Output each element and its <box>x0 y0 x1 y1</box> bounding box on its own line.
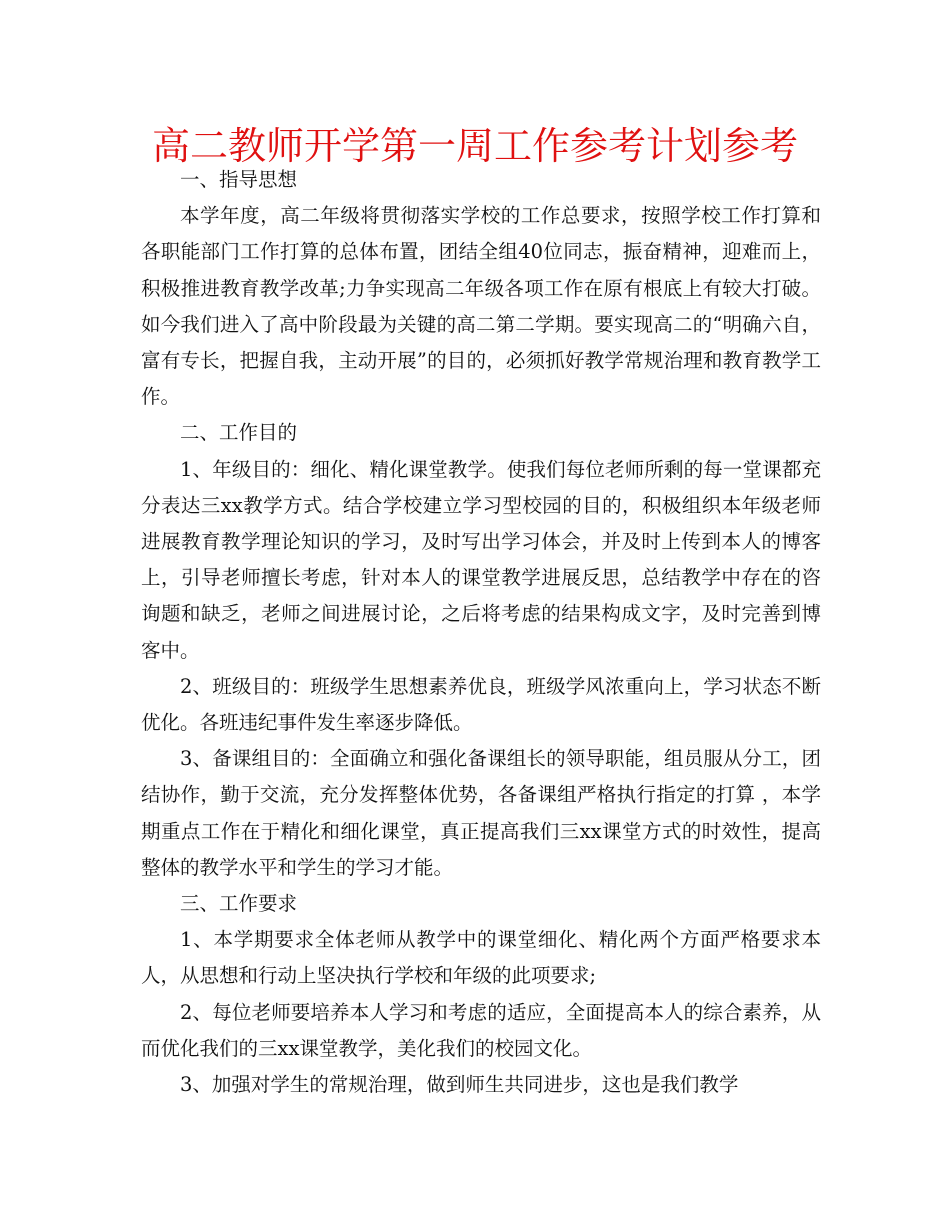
heading-work-goals: 二、工作目的 <box>180 421 298 445</box>
paragraph: 3、加强对学生的常规治理，做到师生共同进步，这也是我们教学 <box>180 1073 739 1097</box>
heading-guiding-ideology: 一、指导思想 <box>180 168 298 191</box>
paragraph: 2、班级目的：班级学生思想素养优良，班级学风浓重向上，学习状态不断优化。各班违纪事件发生率逐步降低。 <box>141 674 821 735</box>
document-body <box>141 162 821 1103</box>
paragraph: 1、本学期要求全体老师从教学中的课堂细化、精化两个方面严格要求本人，从思想和行动上坚决执行学校和年级的此项要求; <box>141 928 821 988</box>
heading-work-requirements: 三、工作要求 <box>180 892 298 916</box>
paragraph: 本学年度，高二年级将贯彻落实学校的工作总要求，按照学校工作打算和各职能部门工作打算的总体布置，团结全组40位同志，振奋精神，迎难而上，积极推进教育教学改革;力争实现高二年级各项工作在原有根底上有较大打破。如今我们进入了高中阶段最为关键的高二第二学期。要实现高二的“明确六自，富有专长，把握自我，主动开展”的目的，必须抓好教学常规治理和教育教学工作。 <box>141 204 821 409</box>
paragraph: 2、每位老师要培养本人学习和考虑的适应，全面提高本人的综合素养，从而优化我们的三xx课堂教学，美化我们的校园文化。 <box>141 1000 821 1060</box>
document-title: 高二教师开学第一周工作参考计划参考 <box>151 124 798 168</box>
paragraph: 3、备课组目的：全面确立和强化备课组长的领导职能，组员服从分工，团结协作，勤于交流，充分发挥整体优势，各备课组严格执行指定的打算 ，本学期重点工作在于精化和细化课堂，真正提高我们三xx课堂方式的时效性，提高整体的教学水平和学生的学习才能。 <box>141 747 821 879</box>
paragraph: 1、年级目的：细化、精化课堂教学。使我们每位老师所剩的每一堂课都充分表达三xx教学方式。结合学校建立学习型校园的目的，积极组织本年级老师进展教育教学理论知识的学习，及时写出学习体会，并及时上传到本人的博客上，引导老师擅长考虑，针对本人的课堂教学进展反思，总结教学中存在的咨询题和缺乏，老师之间进展讨论，之后将考虑的结果构成文字，及时完善到博客中。 <box>141 457 821 662</box>
